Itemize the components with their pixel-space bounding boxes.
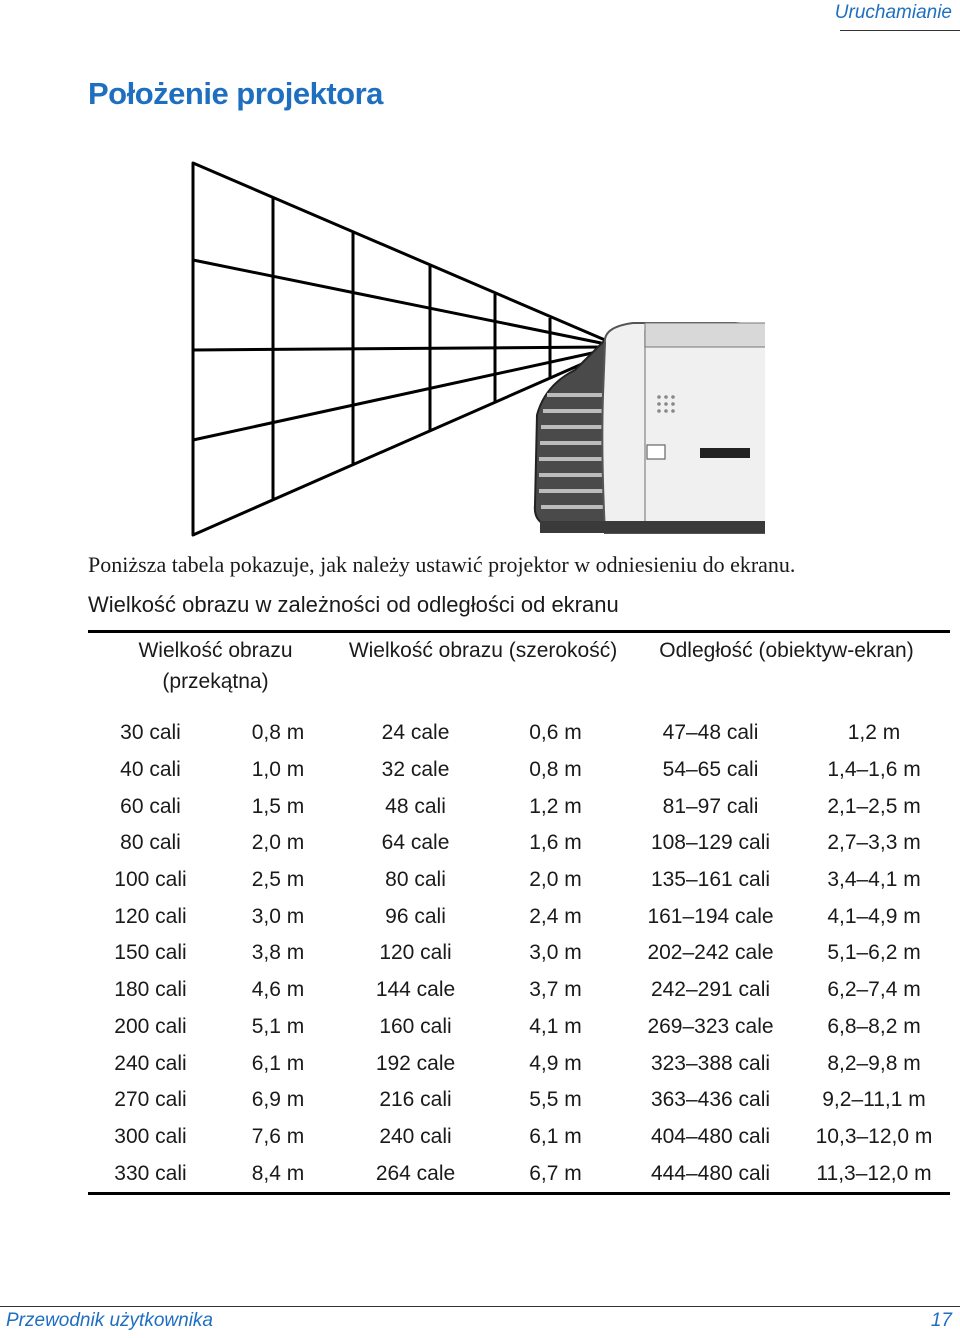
table-cell: 80 cali <box>120 831 181 855</box>
table-cell: 3,0 m <box>529 941 582 965</box>
table-cell: 269–323 cale <box>647 1014 774 1038</box>
table-cell: 10,3–12,0 m <box>815 1124 933 1148</box>
table-row <box>88 825 950 862</box>
table-cell: 180 cali <box>114 978 187 1002</box>
header-width: Wielkość obrazu (szerokość) <box>348 639 618 662</box>
table-cell: 150 cali <box>114 941 187 965</box>
table-cell: 160 cali <box>379 1014 452 1038</box>
table-cell: 40 cali <box>120 758 181 782</box>
table-cell: 363–436 cali <box>650 1088 771 1112</box>
table-cell: 60 cali <box>120 794 181 818</box>
footer-title: Przewodnik użytkownika <box>6 1310 213 1331</box>
table-cell: 6,1 m <box>251 1051 305 1075</box>
table-cell: 240 cali <box>114 1051 187 1075</box>
table-cell: 47–48 cali <box>662 721 759 745</box>
table-cell: 9,2–11,1 m <box>822 1088 926 1112</box>
distance-table <box>88 630 950 1195</box>
table-cell: 240 cali <box>379 1124 452 1148</box>
table-header-row <box>88 633 950 711</box>
table-cell: 192 cale <box>375 1051 456 1075</box>
table-cell: 404–480 cali <box>650 1124 771 1148</box>
table-cell: 4,6 m <box>251 978 305 1002</box>
header-diagonal: Wielkość obrazu (przekątna) <box>138 639 293 693</box>
table-body <box>88 711 950 1192</box>
table-cell: 6,8–8,2 m <box>827 1014 921 1038</box>
table-cell: 80 cali <box>385 868 446 892</box>
table-cell: 270 cali <box>114 1088 187 1112</box>
table-cell: 444–480 cali <box>650 1161 771 1185</box>
page-title: Położenie projektora <box>88 76 383 111</box>
running-header: Uruchamianie <box>834 2 952 23</box>
table-row <box>88 1119 950 1156</box>
table-cell: 161–194 cale <box>647 904 774 928</box>
table-cell: 323–388 cali <box>650 1051 771 1075</box>
table-row <box>88 1082 950 1119</box>
table-cell: 5,1–6,2 m <box>827 941 921 965</box>
table-cell: 6,9 m <box>251 1088 305 1112</box>
table-cell: 11,3–12,0 m <box>816 1161 932 1185</box>
table-cell: 32 cale <box>381 758 450 782</box>
table-cell: 100 cali <box>114 868 187 892</box>
table-cell: 1,5 m <box>251 794 305 818</box>
table-row <box>88 972 950 1009</box>
table-cell: 2,7–3,3 m <box>827 831 921 855</box>
table-cell: 3,4–4,1 m <box>827 868 921 892</box>
table-cell: 6,1 m <box>529 1124 582 1148</box>
table-cell: 330 cali <box>114 1161 187 1185</box>
table-cell: 0,8 m <box>251 721 305 745</box>
table-cell: 1,4–1,6 m <box>827 758 921 782</box>
table-cell: 120 cali <box>379 941 452 965</box>
intro-text: Poniższa tabela pokazuje, jak należy ustawić projektor w odniesieniu do ekranu. <box>88 552 796 577</box>
table-cell: 2,4 m <box>529 904 582 928</box>
table-cell: 64 cale <box>381 831 450 855</box>
table-cell: 30 cali <box>120 721 181 745</box>
projector-icon <box>535 323 765 533</box>
table-cell: 2,0 m <box>529 868 582 892</box>
header-rule <box>840 30 960 31</box>
table-row <box>88 862 950 899</box>
table-row <box>88 711 950 752</box>
table-cell: 216 cali <box>379 1088 452 1112</box>
table-cell: 4,9 m <box>529 1051 582 1075</box>
footer-rule <box>0 1306 960 1307</box>
table-cell: 4,1–4,9 m <box>827 904 921 928</box>
table-cell: 2,0 m <box>251 831 305 855</box>
table-cell: 96 cali <box>385 904 446 928</box>
table-cell: 3,7 m <box>529 978 582 1002</box>
table-cell: 7,6 m <box>251 1124 305 1148</box>
table-cell: 0,8 m <box>529 758 582 782</box>
table-cell: 54–65 cali <box>662 758 759 782</box>
table-cell: 24 cale <box>381 721 450 745</box>
table-title: Wielkość obrazu w zależności od odległości od ekranu <box>88 592 619 617</box>
table-cell: 1,6 m <box>529 831 582 855</box>
table-cell: 242–291 cali <box>650 978 771 1002</box>
table-cell: 144 cale <box>375 978 456 1002</box>
table-cell: 48 cali <box>385 794 446 818</box>
table-cell: 81–97 cali <box>662 794 759 818</box>
header-distance: Odległość (obiektyw-ekran) <box>659 639 914 662</box>
page-number: 17 <box>930 1310 952 1331</box>
table-row <box>88 788 950 825</box>
table-cell: 1,2 m <box>529 794 582 818</box>
table-cell: 6,7 m <box>529 1161 582 1185</box>
projector-screen-illustration <box>175 155 765 545</box>
table-cell: 8,2–9,8 m <box>827 1051 921 1075</box>
table-row <box>88 898 950 935</box>
table-cell: 1,2 m <box>847 721 901 745</box>
table-row <box>88 1009 950 1046</box>
table-row <box>88 935 950 972</box>
table-cell: 135–161 cali <box>650 868 771 892</box>
table-cell: 202–242 cale <box>647 941 774 965</box>
table-cell: 1,0 m <box>251 758 305 782</box>
table-cell: 5,5 m <box>529 1088 582 1112</box>
table-row <box>88 752 950 789</box>
table-cell: 2,5 m <box>251 868 305 892</box>
table-cell: 2,1–2,5 m <box>827 794 921 818</box>
table-cell: 6,2–7,4 m <box>827 978 921 1002</box>
table-cell: 300 cali <box>114 1124 187 1148</box>
table-cell: 200 cali <box>114 1014 187 1038</box>
table-cell: 8,4 m <box>251 1161 305 1185</box>
table-cell: 0,6 m <box>529 721 582 745</box>
table-cell: 3,8 m <box>251 941 305 965</box>
table-row <box>88 1045 950 1082</box>
table-cell: 4,1 m <box>529 1014 582 1038</box>
table-cell: 120 cali <box>114 904 187 928</box>
table-cell: 264 cale <box>375 1161 456 1185</box>
table-cell: 5,1 m <box>251 1014 305 1038</box>
table-cell: 3,0 m <box>251 904 305 928</box>
table-cell: 108–129 cali <box>650 831 771 855</box>
table-row <box>88 1155 950 1192</box>
